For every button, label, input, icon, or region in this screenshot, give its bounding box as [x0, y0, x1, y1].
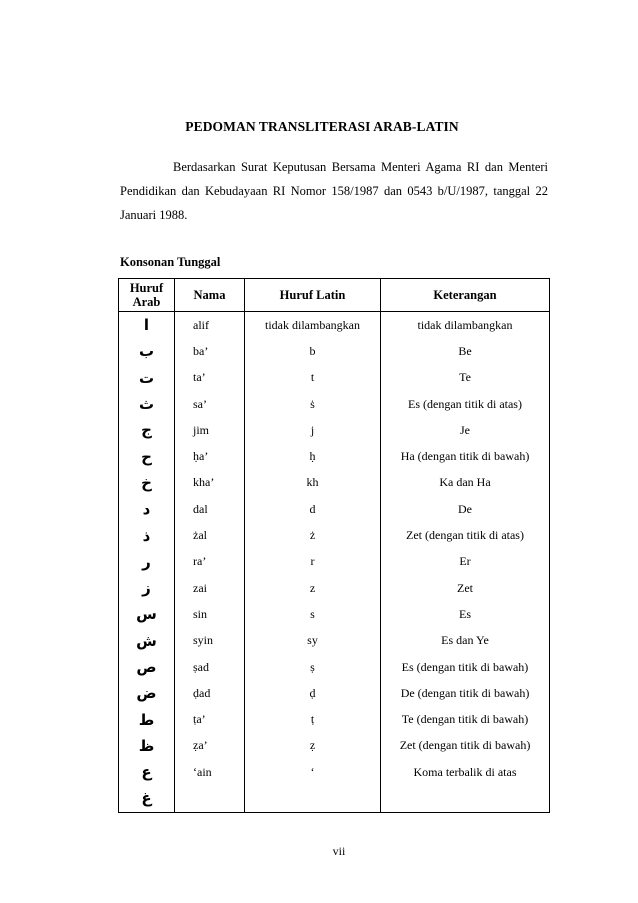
latin-letter: kh — [245, 470, 381, 496]
table-row — [119, 496, 550, 522]
table-row — [119, 628, 550, 654]
latin-letter: r — [245, 549, 381, 575]
letter-name: żal — [175, 522, 245, 548]
arabic-letter: ض — [119, 680, 175, 706]
table-row — [119, 365, 550, 391]
letter-name: ḍad — [175, 680, 245, 706]
transliteration-table — [118, 278, 550, 813]
description: Er — [381, 549, 550, 575]
table-row — [119, 549, 550, 575]
arabic-letter: ث — [119, 391, 175, 417]
arabic-letter: د — [119, 496, 175, 522]
description: tidak dilambangkan — [381, 312, 550, 339]
description: Zet — [381, 575, 550, 601]
arabic-letter: س — [119, 601, 175, 627]
latin-letter: ṭ — [245, 706, 381, 732]
table-row — [119, 601, 550, 627]
latin-letter: b — [245, 338, 381, 364]
table-row — [119, 470, 550, 496]
intro-paragraph-line-2: Pendidikan dan Kebudayaan RI Nomor 158/1987 dan 0543 b/U/1987, tanggal 22 — [120, 184, 548, 198]
letter-name: ta’ — [175, 365, 245, 391]
description: Es — [381, 601, 550, 627]
latin-letter: j — [245, 417, 381, 443]
letter-name: ra’ — [175, 549, 245, 575]
description: De — [381, 496, 550, 522]
description: Zet (dengan titik di bawah) — [381, 733, 550, 759]
arabic-letter: غ — [119, 785, 175, 812]
letter-name: sa’ — [175, 391, 245, 417]
table-row — [119, 575, 550, 601]
table-row — [119, 654, 550, 680]
arabic-letter: ت — [119, 365, 175, 391]
description: Te — [381, 365, 550, 391]
header-huruf-arab: Huruf Arab — [119, 279, 175, 312]
section-heading: Konsonan Tunggal — [120, 255, 221, 269]
page-number — [0, 844, 638, 859]
letter-name: alif — [175, 312, 245, 339]
letter-name: dal — [175, 496, 245, 522]
letter-name: ‘ain — [175, 759, 245, 785]
table-row — [119, 312, 550, 339]
letter-name: ba’ — [175, 338, 245, 364]
arabic-letter: ز — [119, 575, 175, 601]
description: Koma terbalik di atas — [381, 759, 550, 785]
intro-paragraph-line-1: Berdasarkan Surat Keputusan Bersama Menteri Agama RI dan Menteri — [173, 160, 548, 174]
arabic-letter: ش — [119, 628, 175, 654]
description: Je — [381, 417, 550, 443]
page-title — [0, 119, 638, 135]
latin-letter: ẓ — [245, 733, 381, 759]
latin-letter: tidak dilambangkan — [245, 312, 381, 339]
arabic-letter: ج — [119, 417, 175, 443]
description: Ha (dengan titik di bawah) — [381, 443, 550, 469]
letter-name: syin — [175, 628, 245, 654]
page-number-text: vii — [332, 844, 346, 858]
latin-letter: ṣ — [245, 654, 381, 680]
table-row — [119, 417, 550, 443]
header-keterangan: Keterangan — [381, 279, 550, 312]
arabic-letter: ا — [119, 312, 175, 339]
arabic-letter: ذ — [119, 522, 175, 548]
description: Es (dengan titik di atas) — [381, 391, 550, 417]
latin-letter — [245, 785, 381, 812]
description: Es (dengan titik di bawah) — [381, 654, 550, 680]
table-row — [119, 391, 550, 417]
description: Be — [381, 338, 550, 364]
latin-letter: d — [245, 496, 381, 522]
header-huruf-latin: Huruf Latin — [245, 279, 381, 312]
arabic-letter: ط — [119, 706, 175, 732]
table-row — [119, 706, 550, 732]
table-row — [119, 522, 550, 548]
table-row — [119, 733, 550, 759]
description: Te (dengan titik di bawah) — [381, 706, 550, 732]
arabic-letter: ح — [119, 443, 175, 469]
description: Ka dan Ha — [381, 470, 550, 496]
latin-letter: ṡ — [245, 391, 381, 417]
description — [381, 785, 550, 812]
letter-name: ṣad — [175, 654, 245, 680]
description: Es dan Ye — [381, 628, 550, 654]
intro-paragraph-line-3: Januari 1988. — [120, 208, 188, 222]
arabic-letter: ب — [119, 338, 175, 364]
arabic-letter: ع — [119, 759, 175, 785]
latin-letter: z — [245, 575, 381, 601]
table-row — [119, 338, 550, 364]
latin-letter: ḥ — [245, 443, 381, 469]
header-nama: Nama — [175, 279, 245, 312]
latin-letter: ḍ — [245, 680, 381, 706]
letter-name: sin — [175, 601, 245, 627]
table-row — [119, 759, 550, 785]
letter-name: kha’ — [175, 470, 245, 496]
arabic-letter: ظ — [119, 733, 175, 759]
latin-letter: ż — [245, 522, 381, 548]
table-header-row — [119, 279, 550, 312]
letter-name — [175, 785, 245, 812]
description: Zet (dengan titik di atas) — [381, 522, 550, 548]
description: De (dengan titik di bawah) — [381, 680, 550, 706]
table-row — [119, 443, 550, 469]
letter-name: ṭa’ — [175, 706, 245, 732]
letter-name: jim — [175, 417, 245, 443]
table-row — [119, 680, 550, 706]
arabic-letter: خ — [119, 470, 175, 496]
letter-name: zai — [175, 575, 245, 601]
latin-letter: s — [245, 601, 381, 627]
table-row — [119, 785, 550, 812]
latin-letter: t — [245, 365, 381, 391]
arabic-letter: ص — [119, 654, 175, 680]
letter-name: ẓa’ — [175, 733, 245, 759]
page-title-text: PEDOMAN TRANSLITERASI ARAB-LATIN — [185, 119, 459, 134]
latin-letter: ‘ — [245, 759, 381, 785]
arabic-letter: ر — [119, 549, 175, 575]
latin-letter: sy — [245, 628, 381, 654]
letter-name: ḥa’ — [175, 443, 245, 469]
